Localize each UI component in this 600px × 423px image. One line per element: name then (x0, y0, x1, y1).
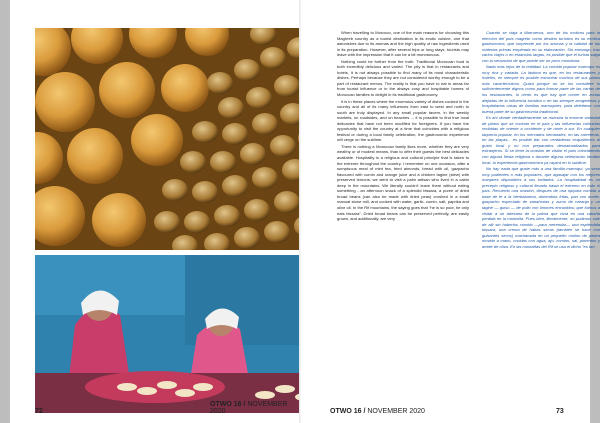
photo-dried-fruit-and-olives (35, 28, 300, 250)
english-paragraph: It is in these places where the enormous variety of dishes cooked in the country and all of its many influences from east to west and north to south are truly displayed. In any small popular tavern, in the weekly markets, on roadsides, and on beaches ... it is possible to find true local delicacies that have not been modified for foreigners. If you have the opportunity to visit the country at a time that coincides with a religious festival or during a local family celebration, the gastronomic experience will verge on the sublime. (337, 98, 469, 143)
right-magazine-name: OTWO 16 / (330, 408, 366, 415)
right-issue-date: NOVEMBER 2020 (367, 408, 425, 415)
english-paragraph: When travelling to Morocco, one of the main reasons for choosing this Maghreb country as a tourist destination is its exotic cuisine, one that astonishes due to its aromas and the high quality of raw ingredients used in its preparation. However, after several trips or long stays, tourists may leave with the impression that it can be a bit monotonous. (337, 30, 469, 58)
spanish-paragraph: Cuando se viaja a Marruecos, uno de los motivos para la elección del país magrebí como destino turístico es su exótica gastronomía, que sorprende por los aromas y la calidad de las materias primas empleada en su elaboración. Sin embargo, tras varios viajes o en estancias largas, es posible que el turista salga con la sensación de que puede ser un poco monótona. (482, 30, 600, 63)
fruit-olives-illustration (35, 28, 300, 250)
left-issue-date: NOVEMBER 2020 (210, 401, 288, 415)
left-page-footer (35, 408, 43, 415)
right-page-footer (556, 408, 564, 415)
magazine-spread (10, 0, 600, 423)
spanish-paragraph: Es ahí donde verdaderamente se muestra la enorme variedad de platos que se cocinan en el país y las influencias culinarias recibidas de oriente a occidente y de norte a sur. En cualquier taquería popular, en los mercados semanales, en las carreteras, en las playas... es posible dar con verdaderas exquisiteces al gusto local y no con preparados desnaturalizados para extranjeros. Si se tiene la ocasión de visitar el país coincidiendo con alguna fiesta religiosa o durante alguna celebración familiar local, la experiencia gastronómica ya rayará en lo sublime. (482, 115, 600, 165)
english-article-column (337, 30, 469, 223)
right-magazine-footer (330, 408, 425, 415)
left-magazine-name: OTWO 16 / (210, 401, 246, 408)
left-page (10, 0, 300, 423)
left-magazine-footer (210, 401, 300, 415)
photo-women-making-bread (35, 255, 300, 413)
english-paragraph: Nothing could be further from the truth. Traditional Moroccan food is both incredibly delicious and varied. The pity is that in restaurants and hotels, it is not always possible to find many of its most characteristic dishes. Perhaps because they are not considered worthy enough to be a part of restaurant menus. The reality is that you have to eat in areas far from tourist influence or in the always cosy and hospitable homes of Moroccan families to delight in its traditional gastronomy. (337, 58, 469, 98)
right-page-number: 73 (556, 408, 564, 415)
women-baking-illustration (35, 255, 300, 413)
english-paragraph: There is nothing a Moroccan family likes more, whether they are very wealthy or of modest means, than to offer their guests the best delicacies available. Hospitality is a religious and cultural principle that is taken to the extreme throughout the country. I remember on one occasion, after a sumptuous meal of mint tea, fried almonds, bread with oil, gazpacho flavoured with cumin and orange juice and a chicken tagine (stew) with preserved lemons; we went to visit a palm artisan who lived in a cabin deep in the mountains. We literally couldn't leave there without eating something - an afternoon snack of a splendid bissara, a puree of dried broad beans (can also be made with dried peas) crushed in a small manual stone mill, and cooked with water, garlic, cumin, salt, paprika and olive oil. In the Rif mountains, the saying goes that "he is so poor, he only eats bissara". Dried broad beans can be preserved perfectly, are easily grown, and additionally, are very (337, 143, 469, 222)
spanish-paragraph: No hay nada que guste más a una familia marroquí, ya sean muy pudientes o más populares, que agasajar con los mejores manjares disponibles a sus invitados. La hospitalidad es un precepto religioso y cultural llevado hasta el extremo en todo el país. Recuerdo una ocasión, después de una opípara comida a base de té a la hierbabuena, almendras fritas, pan con aceite, gazpacho especiado de zanahorias y zumo de naranja y un tagine — guiso — de pollo con limones encurtidos; que fuimos a visitar a un artesano de la palma que vivía en una cabaña perdida en la montaña. Pues bien, literalmente, no pudimos salir de allí sin haberlos comido —para merendar— una espléndida bissara, una crema de habas secas (también se hace con guisantes secos) machacada en un pequeño molino de piedra movido a mano, cocidas con agua, ajo, comino, sal, pimentón y aceite de oliva. En las montañas del Rif se usa el dicho "es tan (482, 166, 600, 249)
spanish-paragraph: Nada más lejos de la realidad. La comida popular marroquí es muy rica y variada. La lástima es que, en los restaurantes y hoteles, no siempre es posible encontrar muchos de sus platos más característicos. Quizá porque no se los considere lo suficientemente dignos como para formar parte de las cartas de los restaurantes, lo cierto es que hay que comer en zonas alejadas de la influencia turística o en las siempre acogedoras y hospitalarias casas de familias marroquíes, para deleitarse con buena parte de su gastronomía tradicional. (482, 64, 600, 114)
spanish-article-column (482, 30, 600, 250)
left-page-number: 72 (35, 408, 43, 415)
